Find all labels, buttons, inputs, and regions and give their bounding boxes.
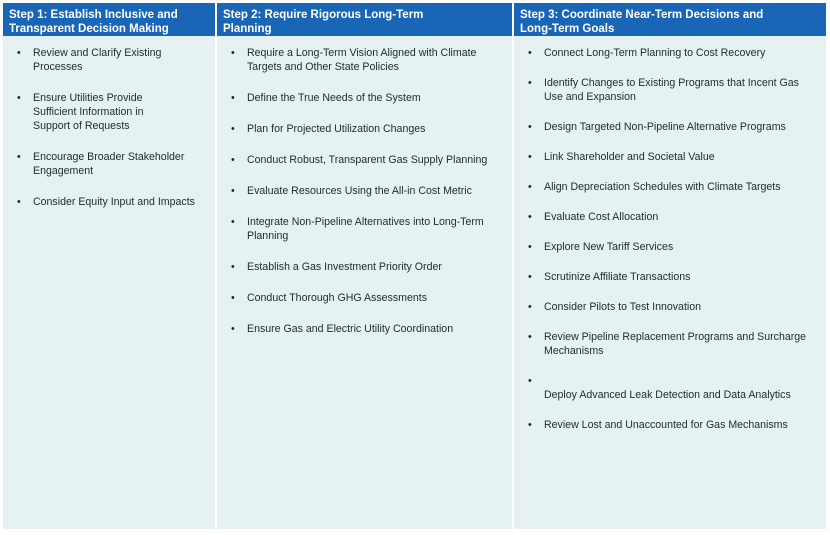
list-item: • Evaluate Resources Using the All-in Cost Metric bbox=[217, 184, 512, 198]
list-item: • Consider Pilots to Test Innovation bbox=[514, 300, 826, 314]
list-item: • Deploy Advanced Leak Detection and Data Analytics bbox=[514, 374, 826, 402]
step-3-body bbox=[514, 36, 826, 529]
list-item: • Review Pipeline Replacement Programs and Surcharge Mechanisms bbox=[514, 330, 826, 358]
step-1-body bbox=[3, 36, 215, 529]
step-3-list bbox=[514, 46, 826, 432]
list-item: • Review Lost and Unaccounted for Gas Mechanisms bbox=[514, 418, 826, 432]
list-item: • Link Shareholder and Societal Value bbox=[514, 150, 826, 164]
step-1-header: Step 1: Establish Inclusive and Transparent Decision Making bbox=[3, 3, 215, 36]
list-item: • Require a Long-Term Vision Aligned with Climate Targets and Other State Policies bbox=[217, 46, 512, 74]
list-item: • Integrate Non-Pipeline Alternatives into Long-Term Planning bbox=[217, 215, 512, 243]
list-item: • Establish a Gas Investment Priority Order bbox=[217, 260, 512, 274]
step-3-column bbox=[514, 3, 826, 529]
list-item: • Ensure Utilities Provide Sufficient Information in Support of Requests bbox=[3, 91, 215, 133]
step-2-body bbox=[217, 36, 512, 529]
list-item: • Consider Equity Input and Impacts bbox=[3, 195, 215, 209]
list-item: • Review and Clarify Existing Processes bbox=[3, 46, 215, 74]
list-item: • Define the True Needs of the System bbox=[217, 91, 512, 105]
step-2-column bbox=[217, 3, 512, 529]
list-item: • Ensure Gas and Electric Utility Coordination bbox=[217, 322, 512, 336]
list-item: • Align Depreciation Schedules with Climate Targets bbox=[514, 180, 826, 194]
list-item: • Encourage Broader Stakeholder Engagement bbox=[3, 150, 215, 178]
step-2-header: Step 2: Require Rigorous Long-Term Planning bbox=[217, 3, 512, 36]
list-item: • Identify Changes to Existing Programs that Incent Gas Use and Expansion bbox=[514, 76, 826, 104]
list-item: • Design Targeted Non-Pipeline Alternative Programs bbox=[514, 120, 826, 134]
step-1-column bbox=[3, 3, 215, 529]
step-1-list bbox=[3, 46, 215, 209]
step-3-header: Step 3: Coordinate Near-Term Decisions and Long-Term Goals bbox=[514, 3, 826, 36]
list-item: • Conduct Thorough GHG Assessments bbox=[217, 291, 512, 305]
list-item: • Plan for Projected Utilization Changes bbox=[217, 122, 512, 136]
list-item: • Scrutinize Affiliate Transactions bbox=[514, 270, 826, 284]
list-item: • Connect Long-Term Planning to Cost Recovery bbox=[514, 46, 826, 60]
list-item: • Evaluate Cost Allocation bbox=[514, 210, 826, 224]
list-item: • Explore New Tariff Services bbox=[514, 240, 826, 254]
steps-table bbox=[3, 3, 826, 529]
list-item: • Conduct Robust, Transparent Gas Supply Planning bbox=[217, 153, 512, 167]
step-2-list bbox=[217, 46, 512, 336]
